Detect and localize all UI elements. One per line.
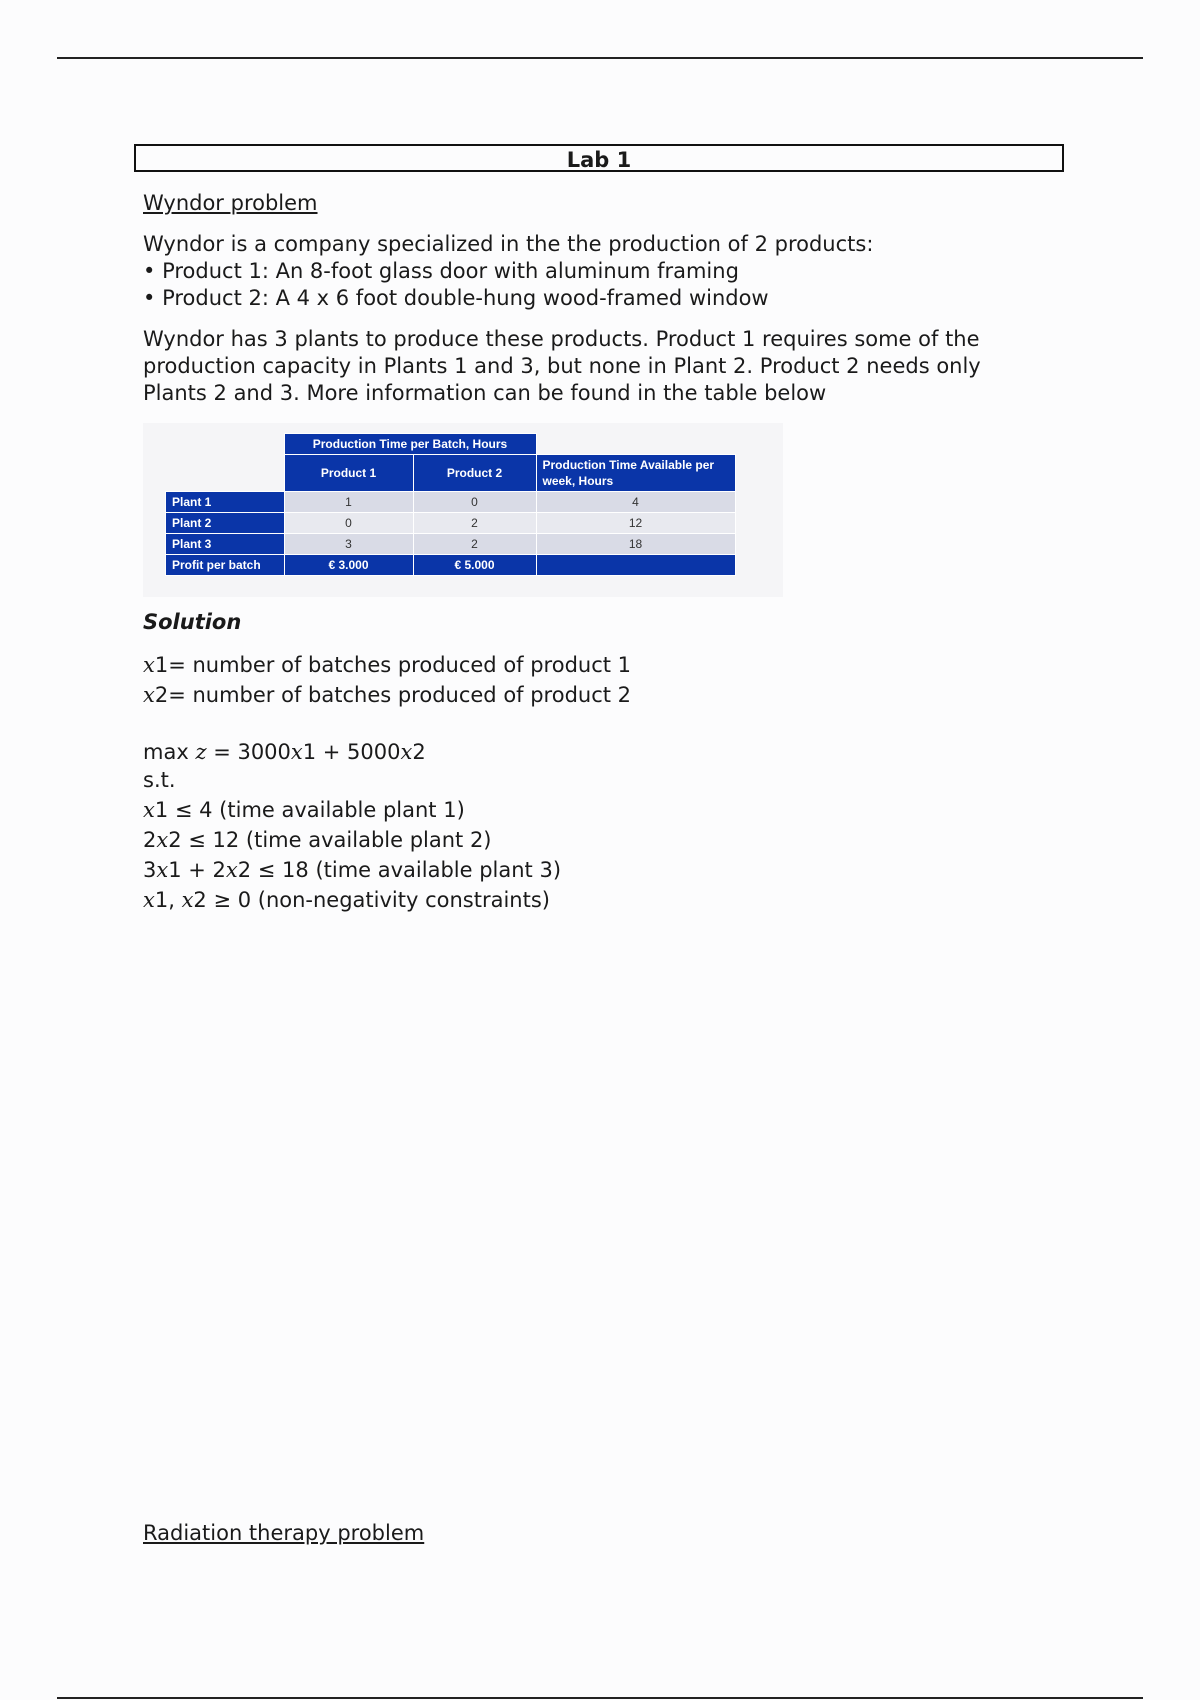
text: 1 + 2 [168,858,226,882]
top-rule [57,57,1143,59]
text: 2 ≤ 18 (time available plant 3) [237,858,562,882]
constraint-nonneg [143,887,1063,914]
constraint-1 [143,797,1063,824]
var-x: x [143,798,155,822]
production-table [165,433,736,576]
plants-paragraph-line1: Wyndor has 3 plants to produce these products. Product 1 requires some of the [143,327,980,351]
table-col-available: Production Time Available per week, Hours [536,455,735,492]
var-z: z [195,740,207,764]
text: 2 ≥ 0 (non-negativity constraints) [193,888,550,912]
table-cell: 1 [284,492,413,513]
definition-text: 1= number of batches produced of product 1 [154,653,632,677]
definition-text: 2= number of batches produced of product 2 [154,683,632,707]
page-title: Lab 1 [134,144,1064,172]
profit-empty [536,555,735,576]
text: 2 ≤ 12 (time available plant 2) [168,828,492,852]
table-cell: 2 [413,513,536,534]
section-heading-radiation: Radiation therapy problem [143,1521,425,1545]
text: 3 [143,858,157,882]
var-x: x [400,740,413,764]
table-cell: 0 [413,492,536,513]
row-label: Plant 3 [166,534,285,555]
definition-x2 [143,682,1063,709]
table-row-profit [166,555,736,576]
text: 1 + 5000 [302,740,401,764]
intro-paragraph: Wyndor is a company specialized in the the production of 2 products: [143,232,874,256]
text: 1 ≤ 4 (time available plant 1) [154,798,465,822]
row-label: Plant 2 [166,513,285,534]
table-col-product2: Product 2 [413,455,536,492]
row-label: Plant 1 [166,492,285,513]
table-cell: 3 [284,534,413,555]
table-cell: 18 [536,534,735,555]
table-cell: 2 [413,534,536,555]
profit-label: Profit per batch [166,555,285,576]
var-x: x [181,888,194,912]
list-item-product1: • Product 1: An 8-foot glass door with aluminum framing [143,258,1063,285]
bottom-rule [57,1697,1143,1699]
subject-to: s.t. [143,768,176,792]
production-table-image [143,423,783,597]
var-x: x [156,858,169,882]
constraint-3 [143,857,1063,884]
solution-heading: Solution [143,610,242,634]
constraint-2 [143,827,1063,854]
text: max [143,740,196,764]
text: 1, [154,888,182,912]
definition-x1 [143,652,1063,679]
document-body [143,190,1063,914]
var-x: x [143,888,155,912]
text: 2 [412,740,426,764]
table-row [166,513,736,534]
table-row [166,492,736,513]
table-cell: 4 [536,492,735,513]
table-row [166,534,736,555]
var-x: x [143,653,155,677]
profit-product2: € 5.000 [413,555,536,576]
table-cell: 12 [536,513,735,534]
var-x: x [156,828,169,852]
table-col-product1: Product 1 [284,455,413,492]
text: 2 [143,828,157,852]
section-heading-wyndor: Wyndor problem [143,191,318,215]
var-x: x [143,683,155,707]
var-x: x [225,858,238,882]
profit-product1: € 3.000 [284,555,413,576]
plants-paragraph-line2: production capacity in Plants 1 and 3, but none in Plant 2. Product 2 needs only [143,354,981,378]
var-x: x [290,740,303,764]
product-list [143,258,1063,312]
table-cell: 0 [284,513,413,534]
table-group-header: Production Time per Batch, Hours [284,434,536,455]
objective-function [143,739,1063,766]
text: = 3000 [206,740,291,764]
plants-paragraph-line3: Plants 2 and 3. More information can be found in the table below [143,381,827,405]
list-item-product2: • Product 2: A 4 x 6 foot double-hung wood-framed window [143,285,1063,312]
